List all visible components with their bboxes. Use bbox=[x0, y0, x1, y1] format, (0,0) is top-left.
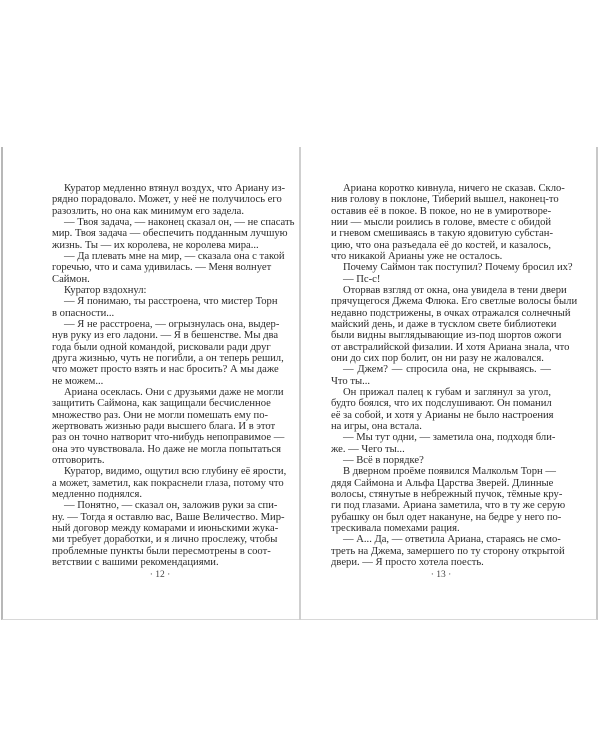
text-line: друга жизнью, чуть не погибли, а он теперь решил, bbox=[52, 352, 284, 364]
text-line: Куратор вздохнул: bbox=[64, 284, 147, 296]
text-line: на игры, она встала. bbox=[331, 420, 422, 432]
text-line: — А... Да, — ответила Ариана, стараясь не смо- bbox=[343, 534, 561, 546]
text-line: — Пс-с! bbox=[343, 273, 381, 285]
left-page-text bbox=[52, 183, 295, 568]
text-line: не можем... bbox=[52, 375, 104, 387]
text-line: жизнь. Ты — их королева, не королева мира... bbox=[52, 239, 259, 251]
text-line: рядно порадовало. Может, у неё не получилось его bbox=[52, 194, 282, 206]
text-line: — Понятно, — сказал он, заложив руки за спи- bbox=[64, 500, 278, 512]
text-line: Куратор, видимо, ощутил всю глубину её ярости, bbox=[64, 466, 287, 478]
text-line: дядя Саймона и Альфа Царства Зверей. Длинные bbox=[331, 477, 554, 489]
text-line: нув руку из его ладони. — Я в бешенстве. Мы два bbox=[52, 330, 279, 342]
text-line: а может, заметил, как покраснели глаза, потому что bbox=[52, 477, 284, 489]
text-line: оставив её в покое. В покое, но не в умиротворе- bbox=[331, 205, 552, 217]
text-line: Почему Саймон так поступил? Почему бросил их? bbox=[343, 262, 573, 274]
text-line: ветствии с вашими рекомендациями. bbox=[52, 556, 219, 568]
text-line: — Я понимаю, ты расстроена, что мистер Торн bbox=[64, 296, 278, 308]
text-line: Что ты... bbox=[331, 375, 371, 387]
text-line: ги под глазами. Ариана заметила, что в ту же серую bbox=[331, 500, 566, 512]
text-line: будто боялся, что их подслушивают. Он поманил bbox=[331, 398, 552, 410]
text-line: что никакой Арианы уже не осталось. bbox=[331, 250, 503, 262]
text-line: были видны выглядывающие из-под шортов ожоги bbox=[331, 330, 562, 342]
text-line: двери. — Я просто хотела поесть. bbox=[331, 556, 484, 568]
text-line: множество раз. Они не могли помешать ему по- bbox=[52, 409, 269, 421]
text-line: её за собой, и хотя у Арианы не было настроения bbox=[331, 409, 554, 421]
text-line: ный договор между комарами и июньскими жука- bbox=[52, 522, 279, 534]
text-line: она это чувствовала. Но даже не могла попытаться bbox=[52, 443, 282, 455]
text-line: в опасности... bbox=[52, 307, 115, 319]
text-line: жертвовать жизнью ради высшего блага. И в этот bbox=[52, 420, 276, 432]
text-line: — Да плевать мне на мир, — сказала она с такой bbox=[64, 250, 285, 262]
text-line: защитить Саймона, как защищали бесчисленное bbox=[52, 398, 271, 410]
text-line: ми требует доработки, и я лично прослежу, чтобы bbox=[52, 534, 278, 546]
text-line: что может просто взять и нас бросить? А мы даже bbox=[52, 364, 279, 376]
text-line: треть на Джема, замершего по ту сторону открытой bbox=[331, 545, 565, 557]
page-number-right: · 13 · bbox=[430, 570, 452, 580]
text-line: отговорить. bbox=[52, 454, 105, 466]
text-line: Оторвав взгляд от окна, она увидела в тени двери bbox=[343, 284, 567, 296]
text-line: — Джем? — спросила она, не скрываясь. — bbox=[343, 364, 551, 376]
text-line: мир. Твоя задача — обеспечить подданным лучшую bbox=[52, 228, 288, 240]
text-line: прячущегося Джема Флюка. Его светлые волосы были bbox=[331, 296, 578, 308]
text-line: горечью, что и сама удивилась. — Меня волнует bbox=[52, 262, 272, 274]
text-line: — Мы тут одни, — заметила она, подходя бли- bbox=[343, 432, 556, 444]
text-line: трескивала помехами рация. bbox=[331, 522, 460, 534]
text-line: В дверном проёме появился Малкольм Торн — bbox=[343, 466, 556, 478]
text-line: Ариана коротко кивнула, ничего не сказав. Скло- bbox=[343, 183, 565, 194]
text-line: майский день, и даже в тусклом свете библиотеки bbox=[331, 318, 557, 330]
text-line: Он прижал палец к губам и заглянул за угол, bbox=[343, 386, 551, 398]
text-line: Ариана осеклась. Они с друзьями даже не могли bbox=[64, 386, 284, 398]
text-line: от австралийской физалии. И хотя Ариана знала, что bbox=[331, 341, 570, 353]
text-line: Куратор медленно втянул воздух, что Ариану из- bbox=[64, 183, 286, 194]
text-line: раз он точно натворит что-нибудь непоправимое — bbox=[52, 432, 285, 444]
text-line: волосы, стянутые в небрежный пучок, тёмные кру- bbox=[331, 488, 563, 500]
text-line: нив голову в поклоне, Тиберий вышел, наконец-то bbox=[331, 194, 559, 206]
text-line: — Я не расстроена, — огрызнулась она, выдер- bbox=[64, 318, 280, 330]
page-number-left: · 12 · bbox=[149, 570, 171, 580]
text-line: и гневом смешиваясь в такую ядовитую субстан- bbox=[331, 228, 553, 240]
text-line: недавно подстрижены, в очках отражался солнечный bbox=[331, 307, 571, 319]
text-line: цию, что она разъедала её до костей, и казалось, bbox=[331, 239, 551, 251]
text-line: года были одной командой, рисковали ради друг bbox=[52, 341, 271, 353]
text-line: — Твоя задача, — наконец сказал он, — не спасать bbox=[64, 216, 295, 228]
text-line: проблемные пункты были пересмотрены в соот- bbox=[52, 545, 271, 557]
text-line: разозлить, но она как минимум его задела. bbox=[52, 205, 245, 217]
text-line: они до сих пор болит, он ни разу не жаловался. bbox=[331, 352, 544, 364]
text-line: медленно поднялся. bbox=[52, 488, 143, 500]
text-line: — Всё в порядке? bbox=[343, 454, 424, 466]
text-line: Саймон. bbox=[52, 273, 90, 285]
text-line: же. — Чего ты... bbox=[331, 443, 405, 455]
text-line: нии — мысли роились в голове, вместе с обидой bbox=[331, 216, 552, 228]
text-line: рубашку он был одет накануне, на бедре у него по- bbox=[331, 511, 562, 523]
book-gutter bbox=[299, 147, 301, 620]
right-page-text bbox=[331, 183, 578, 568]
text-line: ну. — Тогда я оставлю вас, Ваше Величество. Мир- bbox=[52, 511, 285, 523]
